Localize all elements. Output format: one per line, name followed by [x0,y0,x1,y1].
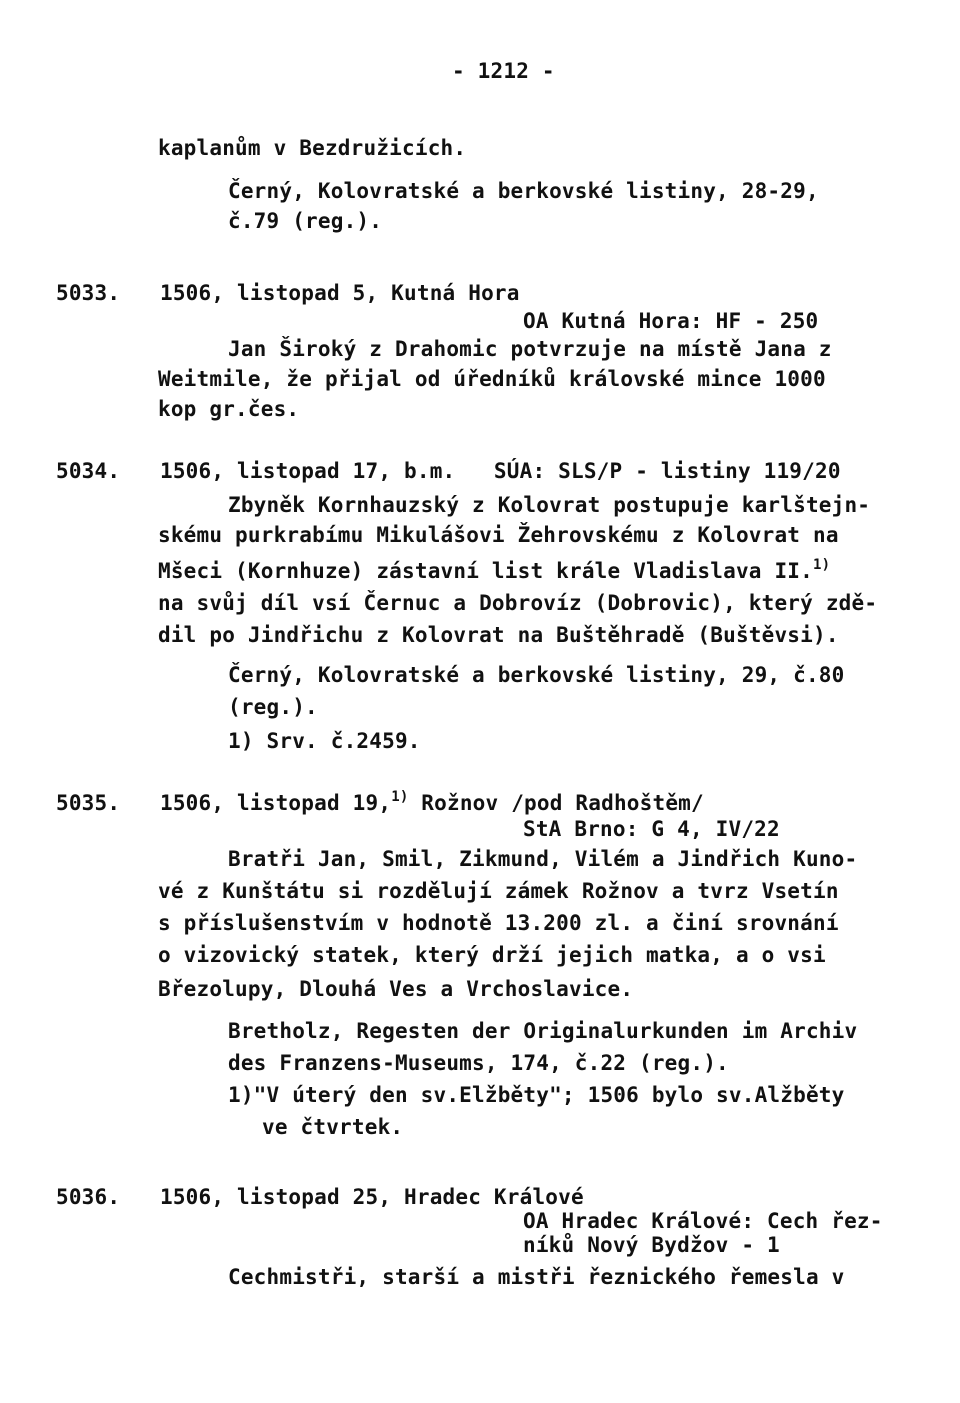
text-line: dil po Jindřichu z Kolovrat na Buštěhradě (Buštěvsi). [158,623,839,647]
entry-number: 5035. [56,791,121,815]
archive-reference: níků Nový Bydžov - 1 [523,1233,780,1257]
entry-number: 5034. [56,459,121,483]
text-line: Cechmistři, starší a mistři řeznického řemesla v [228,1265,845,1289]
text-line: Zbyněk Kornhauzský z Kolovrat postupuje karlštejn- [228,493,871,517]
citation-line: č.79 (reg.). [228,209,383,233]
entry-heading: 1506, listopad 5, Kutná Hora [160,281,520,305]
citation-line: Bretholz, Regesten der Originalurkunden im Archiv [228,1019,858,1043]
citation-line: des Franzens-Museums, 174, č.22 (reg.). [228,1051,729,1075]
text-line [158,556,830,587]
footnote-line: ve čtvrtek. [262,1115,404,1139]
entry-heading: 1506, listopad 17, b.m. SÚA: SLS/P - listiny 119/20 [160,459,841,483]
text-line: kop gr.čes. [158,397,300,421]
footnote-line: 1) Srv. č.2459. [228,729,421,753]
text-line: vé z Kunštátu si rozdělují zámek Rožnov a tvrz Vsetín [158,879,839,903]
text-line: Bratři Jan, Smil, Zikmund, Vilém a Jindřich Kuno- [228,847,858,871]
text-line: skému purkrabímu Mikulášovi Žehrovskému z Kolovrat na [158,523,839,547]
entry-heading-place: Rožnov /pod Radhoštěm/ [421,791,704,815]
text-line: s příslušenstvím v hodnotě 13.200 zl. a činí srovnání [158,911,839,935]
text-line: na svůj díl vsí Černuc a Dobrovíz (Dobrovic), který zdě- [158,591,878,615]
archive-reference: OA Kutná Hora: HF - 250 [523,309,819,333]
footnote-line: 1)"V úterý den sv.Elžběty"; 1506 bylo sv.Alžběty [228,1083,845,1107]
citation-line: Černý, Kolovratské a berkovské listiny, 29, č.80 [228,663,845,687]
text-line: Březolupy, Dlouhá Ves a Vrchoslavice. [158,977,634,1001]
citation-line: Černý, Kolovratské a berkovské listiny, 28-29, [228,179,819,203]
footnote-marker: 1) [391,789,409,805]
entry-number: 5036. [56,1185,121,1209]
entry-number: 5033. [56,281,121,305]
archive-reference: OA Hradec Králové: Cech řez- [523,1209,883,1233]
entry-heading: 1506, listopad 25, Hradec Králové [160,1185,584,1209]
entry-heading-date: 1506, listopad 19, [160,791,392,815]
text-line: kaplanům v Bezdružicích. [158,136,467,160]
text-line: o vizovický statek, který drží jejich matka, a o vsi [158,943,826,967]
text-line: Weitmile, že přijal od úředníků královské mince 1000 [158,367,826,391]
archive-reference: StA Brno: G 4, IV/22 [523,817,780,841]
footnote-marker: 1) [813,557,831,573]
citation-line: (reg.). [228,695,318,719]
page-number: - 1212 - [452,59,555,83]
text-line-content: Mšeci (Kornhuze) zástavní list krále Vladislava II. [158,559,813,583]
text-line: Jan Široký z Drahomic potvrzuje na místě Jana z [228,337,832,361]
